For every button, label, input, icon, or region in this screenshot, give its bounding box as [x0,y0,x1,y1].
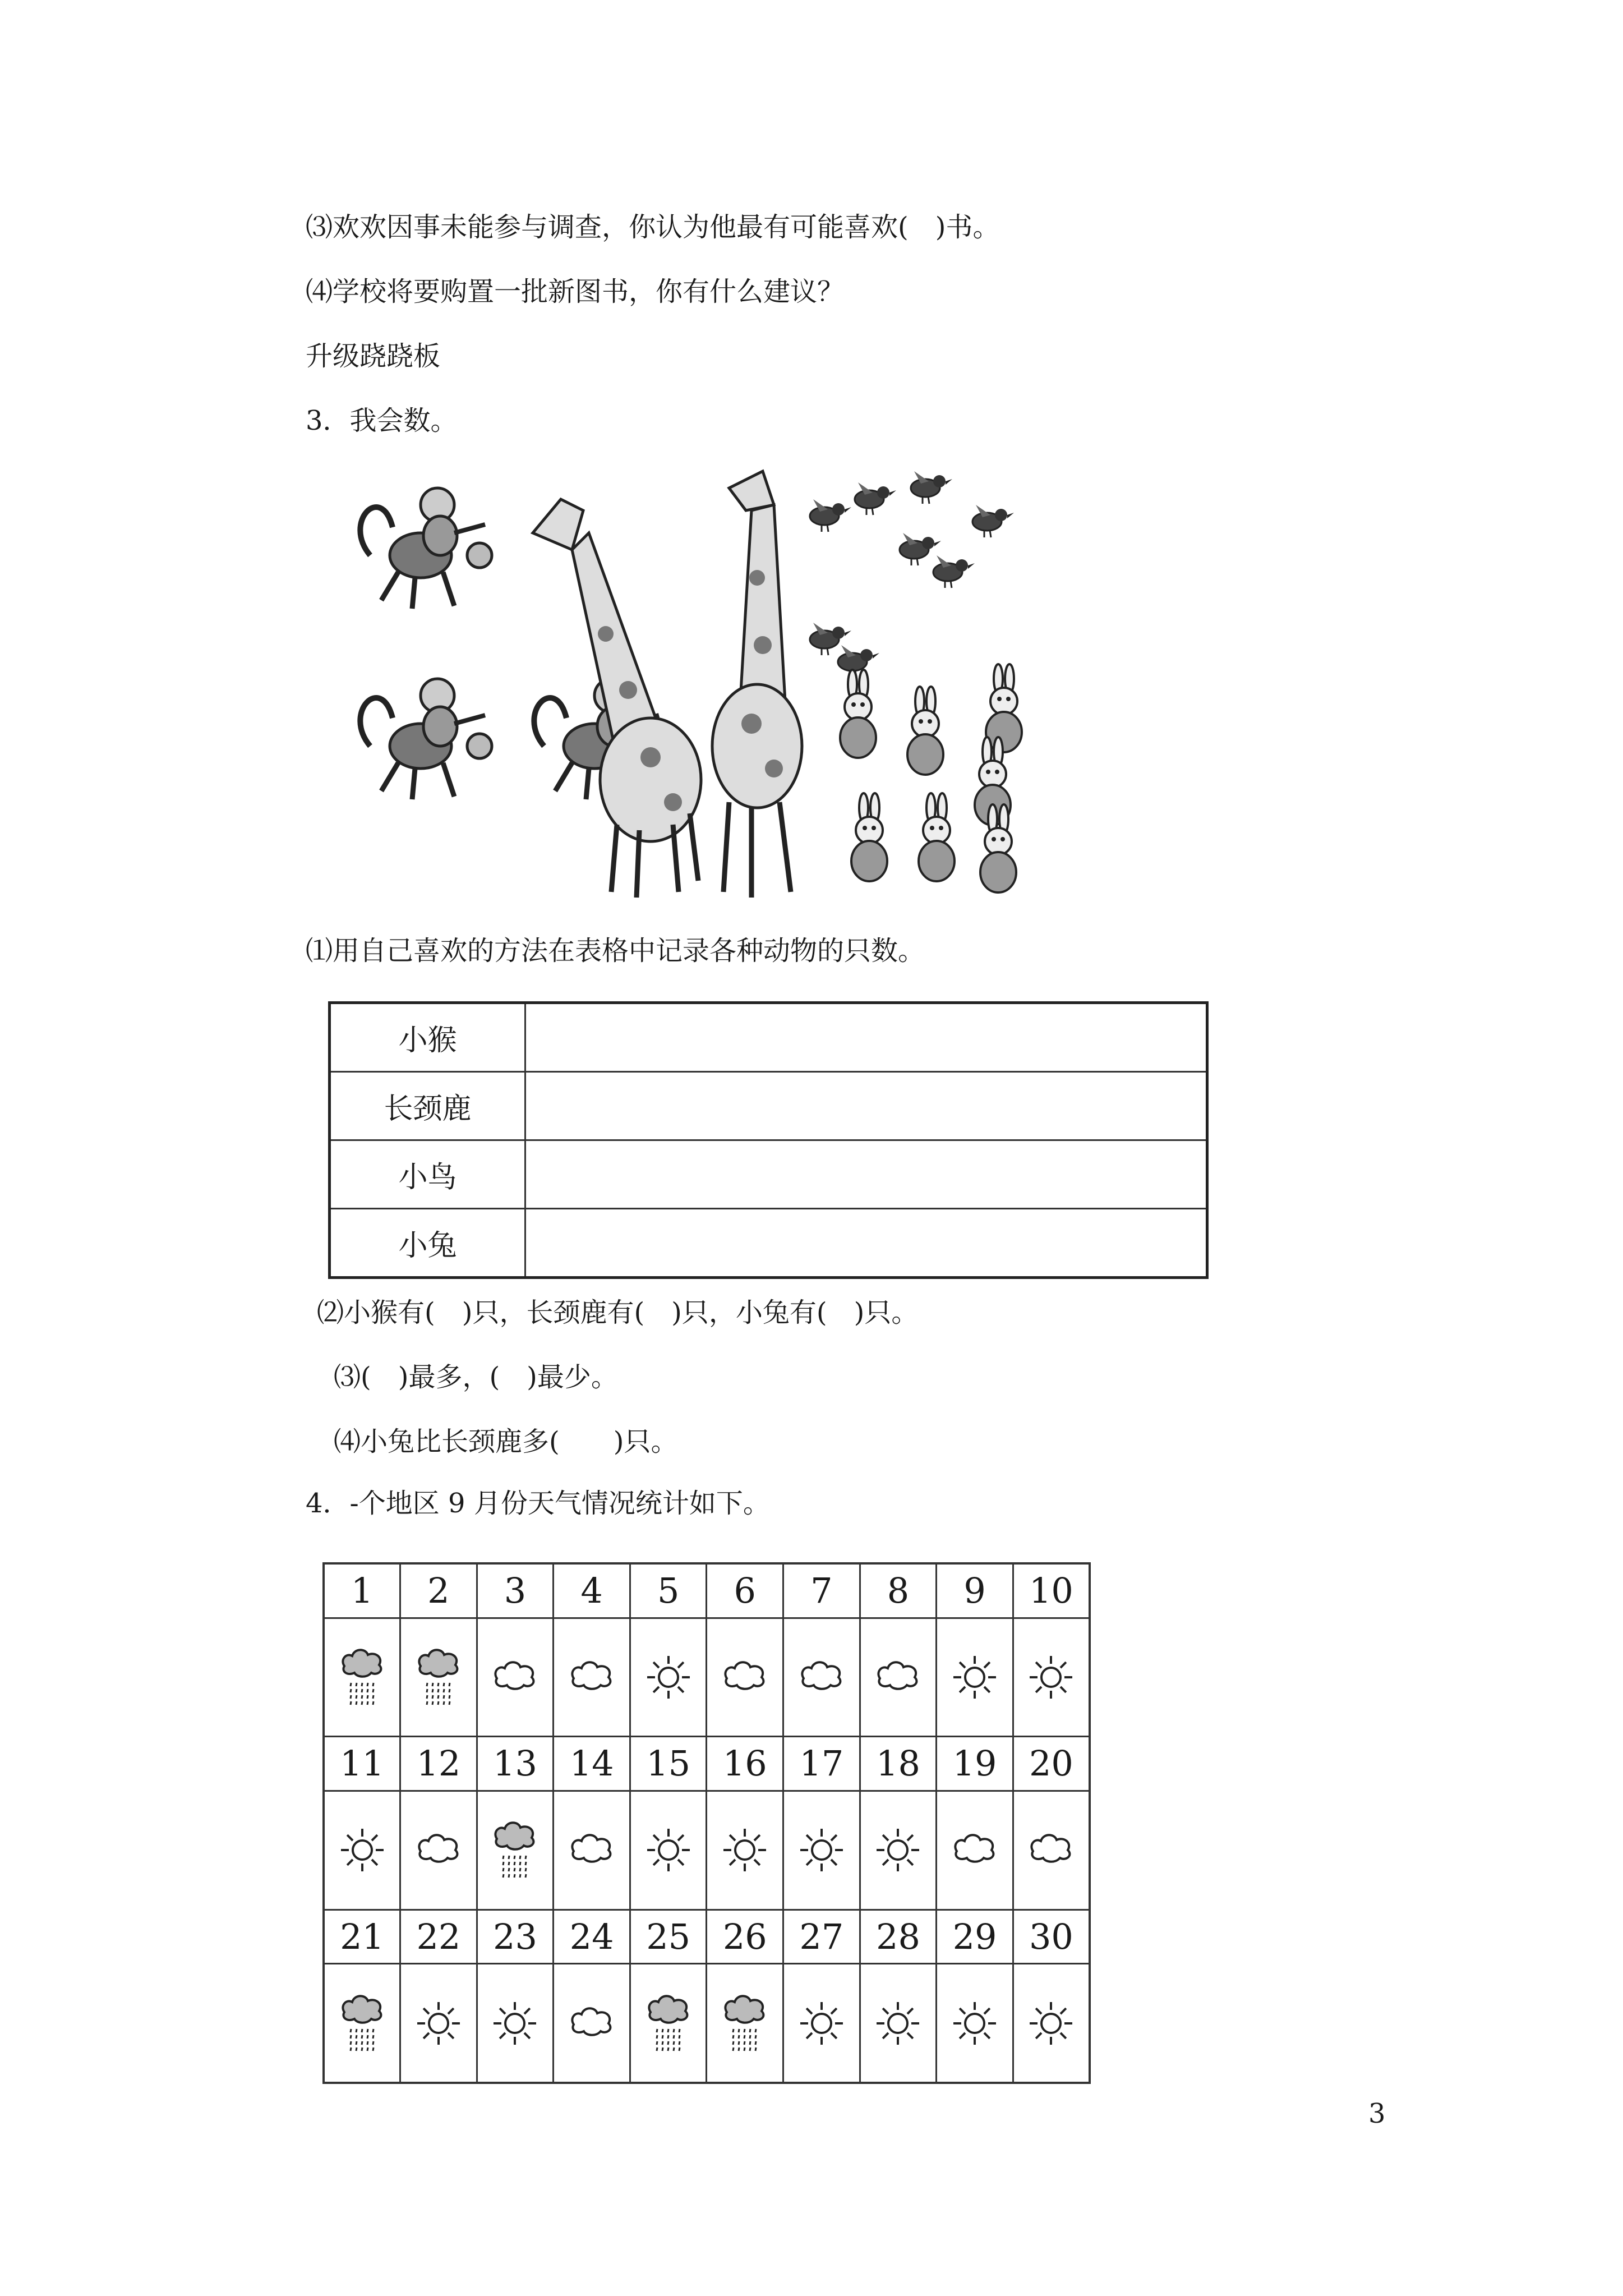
weather-cell [324,1618,400,1736]
sun-icon [794,1990,850,2057]
day-number: 19 [937,1737,1013,1791]
weather-icon-row [324,1964,1090,2083]
rain-icon [334,1644,390,1711]
row-label: 长颈鹿 [330,1072,525,1140]
sun-icon [947,1644,1003,1711]
day-number: 26 [707,1910,783,1964]
weather-cell [860,1791,937,1910]
cloud-icon [564,1644,620,1711]
question-3-2: ⑵小猴有( )只，长颈鹿有( )只，小兔有( )只。 [317,1297,919,1328]
day-number: 13 [477,1737,554,1791]
sun-icon [870,1816,926,1884]
weather-cell [1013,1791,1090,1910]
question-2-3: ⑶欢欢因事未能参与调查，你认为他最有可能喜欢( )书。 [306,211,1000,243]
row-label: 小猴 [330,1003,525,1072]
weather-cell [707,1791,783,1910]
question-3-1: ⑴用自己喜欢的方法在表格中记录各种动物的只数。 [306,935,925,967]
weather-cell [860,1964,937,2083]
cloud-icon [564,1816,620,1884]
day-number: 11 [324,1737,400,1791]
sun-icon [794,1816,850,1884]
day-number: 30 [1013,1910,1090,1964]
animal-record-table [328,1001,1209,1279]
table-row [330,1208,1207,1277]
day-number: 23 [477,1910,554,1964]
day-number-row [324,1737,1090,1791]
sun-icon [947,1990,1003,2057]
rain-icon [487,1816,543,1884]
day-number: 10 [1013,1563,1090,1618]
weather-cell [707,1964,783,2083]
day-number: 17 [783,1737,860,1791]
day-number: 12 [400,1737,477,1791]
weather-cell [937,1618,1013,1736]
weather-cell [937,1964,1013,2083]
day-number: 6 [707,1563,783,1618]
day-number: 8 [860,1563,937,1618]
weather-cell [630,1791,707,1910]
cloud-icon [564,1990,620,2057]
weather-cell [783,1618,860,1736]
day-number: 7 [783,1563,860,1618]
animals-illustration [348,466,1077,909]
record-cell[interactable] [525,1208,1207,1277]
record-cell[interactable] [525,1003,1207,1072]
day-number: 25 [630,1910,707,1964]
cloud-icon [487,1644,543,1711]
day-number: 5 [630,1563,707,1618]
question-2-4: ⑷学校将要购置一批新图书，你有什么建议？ [306,276,845,307]
sun-icon [1023,1644,1079,1711]
day-number: 4 [554,1563,630,1618]
weather-cell [477,1618,554,1736]
weather-cell [554,1791,630,1910]
rain-icon [717,1990,773,2057]
rain-icon [334,1990,390,2057]
weather-cell [400,1964,477,2083]
day-number: 3 [477,1563,554,1618]
day-number: 22 [400,1910,477,1964]
sun-icon [1023,1990,1079,2057]
weather-cell [1013,1618,1090,1736]
day-number: 16 [707,1737,783,1791]
page-number: 3 [1368,2098,1386,2129]
day-number: 28 [860,1910,937,1964]
day-number: 18 [860,1737,937,1791]
cloud-icon [870,1644,926,1711]
day-number: 20 [1013,1737,1090,1791]
weather-cell [554,1618,630,1736]
record-cell[interactable] [525,1072,1207,1140]
question-3-title: 3．我会数。 [306,405,458,436]
day-number: 27 [783,1910,860,1964]
weather-table [322,1562,1091,2084]
weather-cell [324,1964,400,2083]
day-number-row [324,1563,1090,1618]
weather-cell [1013,1964,1090,2083]
day-number: 24 [554,1910,630,1964]
cloud-icon [1023,1816,1079,1884]
sun-icon [640,1816,697,1884]
rain-icon [640,1990,697,2057]
day-number: 14 [554,1737,630,1791]
weather-icon-row [324,1791,1090,1910]
weather-cell [477,1964,554,2083]
sun-icon [870,1990,926,2057]
weather-cell [630,1618,707,1736]
table-row [330,1140,1207,1208]
cloud-icon [794,1644,850,1711]
weather-cell [324,1791,400,1910]
day-number: 29 [937,1910,1013,1964]
cloud-icon [947,1816,1003,1884]
section-title: 升级跷跷板 [306,341,441,372]
day-number: 21 [324,1910,400,1964]
sun-icon [487,1990,543,2057]
weather-cell [554,1964,630,2083]
sun-icon [334,1816,390,1884]
row-label: 小鸟 [330,1140,525,1208]
weather-cell [783,1791,860,1910]
weather-cell [937,1791,1013,1910]
row-label: 小兔 [330,1208,525,1277]
question-3-4: ⑷小兔比长颈鹿多( )只。 [334,1426,678,1457]
sun-icon [717,1816,773,1884]
day-number-row [324,1910,1090,1964]
weather-cell [860,1618,937,1736]
day-number: 1 [324,1563,400,1618]
day-number: 15 [630,1737,707,1791]
table-row [330,1072,1207,1140]
weather-cell [707,1618,783,1736]
weather-icon-row [324,1618,1090,1736]
sun-icon [640,1644,697,1711]
day-number: 9 [937,1563,1013,1618]
day-number: 2 [400,1563,477,1618]
record-cell[interactable] [525,1140,1207,1208]
weather-cell [400,1618,477,1736]
table-row [330,1003,1207,1072]
rain-icon [411,1644,467,1711]
cloud-icon [717,1644,773,1711]
weather-cell [783,1964,860,2083]
weather-cell [477,1791,554,1910]
question-3-3: ⑶( )最多，( )最少。 [334,1361,618,1393]
weather-cell [400,1791,477,1910]
weather-cell [630,1964,707,2083]
sun-icon [411,1990,467,2057]
question-4-title: 4．-个地区 9 月份天气情况统计如下。 [306,1488,770,1519]
cloud-icon [411,1816,467,1884]
